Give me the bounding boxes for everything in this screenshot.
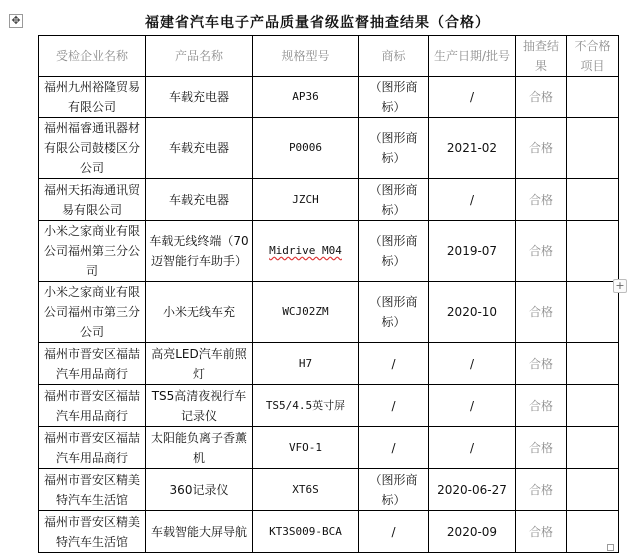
cell-result: 合格 — [516, 77, 567, 118]
cell-spec: VFO-1 — [253, 427, 359, 469]
resize-icon[interactable] — [607, 544, 614, 551]
cell-date: / — [429, 427, 516, 469]
cell-result: 合格 — [516, 221, 567, 282]
cell-spec: H7 — [253, 343, 359, 385]
cell-spec: TS5/4.5英寸屏 — [253, 385, 359, 427]
table-row — [39, 469, 619, 511]
cell-trademark: （图形商标） — [359, 221, 429, 282]
table-row — [39, 282, 619, 343]
cell-spec: KT3S009-BCA — [253, 511, 359, 553]
cell-company: 福州九州裕隆贸易有限公司 — [39, 77, 146, 118]
table-row — [39, 77, 619, 118]
cell-product: 高亮LED汽车前照灯 — [146, 343, 253, 385]
cell-trademark: （图形商标） — [359, 77, 429, 118]
header-product: 产品名称 — [146, 36, 253, 77]
cell-spec: XT6S — [253, 469, 359, 511]
cell-date: 2020-09 — [429, 511, 516, 553]
header-company: 受检企业名称 — [39, 36, 146, 77]
cell-date: / — [429, 77, 516, 118]
header-date: 生产日期/批号 — [429, 36, 516, 77]
table-row — [39, 343, 619, 385]
cell-date: 2021-02 — [429, 118, 516, 179]
table-row — [39, 118, 619, 179]
cell-company: 福州天拓海通讯贸易有限公司 — [39, 179, 146, 221]
cell-product: 车载充电器 — [146, 118, 253, 179]
cell-date: / — [429, 179, 516, 221]
cell-trademark: / — [359, 385, 429, 427]
cell-date: / — [429, 343, 516, 385]
cell-result: 合格 — [516, 118, 567, 179]
move-icon[interactable]: ✥ — [9, 14, 23, 28]
table-row — [39, 179, 619, 221]
cell-trademark: / — [359, 343, 429, 385]
cell-date: 2020-06-27 — [429, 469, 516, 511]
cell-failed-items — [567, 77, 619, 118]
cell-failed-items — [567, 469, 619, 511]
cell-spec: JZCH — [253, 179, 359, 221]
results-table — [38, 35, 619, 553]
cell-company: 福州市晋安区福喆汽车用品商行 — [39, 427, 146, 469]
cell-failed-items — [567, 282, 619, 343]
cell-result: 合格 — [516, 469, 567, 511]
cell-date: 2019-07 — [429, 221, 516, 282]
cell-failed-items — [567, 343, 619, 385]
cell-company: 福州市晋安区精美特汽车生活馆 — [39, 469, 146, 511]
table-row — [39, 385, 619, 427]
cell-spec: AP36 — [253, 77, 359, 118]
cell-result: 合格 — [516, 343, 567, 385]
cell-product: 太阳能负离子香薰机 — [146, 427, 253, 469]
cell-spec: P0006 — [253, 118, 359, 179]
cell-product: 车载充电器 — [146, 77, 253, 118]
cell-trademark: （图形商标） — [359, 179, 429, 221]
cell-product: 小米无线车充 — [146, 282, 253, 343]
plus-icon[interactable]: + — [613, 279, 627, 293]
cell-result: 合格 — [516, 385, 567, 427]
cell-result: 合格 — [516, 282, 567, 343]
cell-company: 福州市晋安区福喆汽车用品商行 — [39, 343, 146, 385]
table-row — [39, 427, 619, 469]
cell-company: 小米之家商业有限公司福州市第三分公司 — [39, 282, 146, 343]
cell-product: TS5高清夜视行车记录仪 — [146, 385, 253, 427]
cell-trademark: / — [359, 427, 429, 469]
cell-product: 360记录仪 — [146, 469, 253, 511]
cell-failed-items — [567, 427, 619, 469]
cell-company: 福州市晋安区福喆汽车用品商行 — [39, 385, 146, 427]
cell-trademark: （图形商标） — [359, 282, 429, 343]
cell-failed-items — [567, 179, 619, 221]
cell-result: 合格 — [516, 179, 567, 221]
cell-failed-items — [567, 118, 619, 179]
cell-trademark: （图形商标） — [359, 469, 429, 511]
header-spec: 规格型号 — [253, 36, 359, 77]
table-row — [39, 511, 619, 553]
cell-product: 车载充电器 — [146, 179, 253, 221]
cell-result: 合格 — [516, 427, 567, 469]
cell-trademark: / — [359, 511, 429, 553]
cell-company: 福州福睿通讯器材有限公司鼓楼区分公司 — [39, 118, 146, 179]
header-row — [39, 36, 619, 77]
cell-date: / — [429, 385, 516, 427]
cell-company: 小米之家商业有限公司福州第三分公司 — [39, 221, 146, 282]
cell-failed-items — [567, 221, 619, 282]
cell-spec: Midrive M04 — [253, 221, 359, 282]
cell-result: 合格 — [516, 511, 567, 553]
cell-product: 车载无线终端（70迈智能行车助手） — [146, 221, 253, 282]
header-result: 抽查结果 — [516, 36, 567, 77]
cell-failed-items — [567, 385, 619, 427]
table-row — [39, 221, 619, 282]
cell-date: 2020-10 — [429, 282, 516, 343]
cell-product: 车载智能大屏导航 — [146, 511, 253, 553]
header-trademark: 商标 — [359, 36, 429, 77]
page-title: 福建省汽车电子产品质量省级监督抽查结果（合格） — [145, 15, 490, 31]
cell-trademark: （图形商标） — [359, 118, 429, 179]
header-failed-items: 不合格项目 — [567, 36, 619, 77]
cell-spec: WCJ02ZM — [253, 282, 359, 343]
cell-company: 福州市晋安区精美特汽车生活馆 — [39, 511, 146, 553]
